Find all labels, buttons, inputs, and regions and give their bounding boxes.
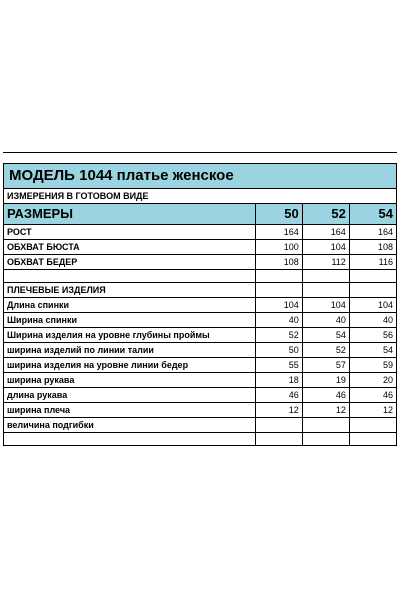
- row-value: 164: [255, 225, 302, 240]
- row-value: 57: [302, 358, 349, 373]
- row-value: 50: [255, 343, 302, 358]
- row-value: 116: [349, 255, 396, 270]
- row-value: 12: [349, 403, 396, 418]
- row-value: 19: [302, 373, 349, 388]
- table-row: [4, 358, 397, 373]
- table-row: [4, 298, 397, 313]
- row-label: ОБХВАТ БЮСТА: [4, 240, 256, 255]
- table-row: [4, 343, 397, 358]
- table-row: [4, 328, 397, 343]
- row-value: 46: [349, 388, 396, 403]
- spacer-row: [4, 433, 397, 446]
- subtitle-row: [4, 189, 397, 204]
- table-row: [4, 240, 397, 255]
- table-row: [4, 388, 397, 403]
- row-value: 54: [302, 328, 349, 343]
- size-54: 54: [349, 204, 396, 225]
- row-value: 108: [349, 240, 396, 255]
- table-row: [4, 403, 397, 418]
- row-label: ОБХВАТ БЕДЕР: [4, 255, 256, 270]
- row-value: 104: [302, 298, 349, 313]
- row-value: 56: [349, 328, 396, 343]
- row-label: ширина изделий по линии талии: [4, 343, 256, 358]
- row-value: 55: [255, 358, 302, 373]
- row-value: 108: [255, 255, 302, 270]
- empty-cell: [349, 433, 396, 446]
- empty-cell: [302, 433, 349, 446]
- row-label: Ширина спинки: [4, 313, 256, 328]
- row-label: Длина спинки: [4, 298, 256, 313]
- sizes-label: РАЗМЕРЫ: [4, 204, 256, 225]
- model-title: МОДЕЛЬ 1044 платье женское: [4, 164, 397, 189]
- table-row: [4, 225, 397, 240]
- title-row: [4, 164, 397, 189]
- row-value: 20: [349, 373, 396, 388]
- table-row: [4, 373, 397, 388]
- empty-cell: [255, 433, 302, 446]
- empty-cell: [302, 283, 349, 298]
- measurement-sheet: [3, 163, 397, 446]
- row-value: [255, 418, 302, 433]
- row-value: [302, 418, 349, 433]
- size-52: 52: [302, 204, 349, 225]
- empty-cell: [349, 283, 396, 298]
- row-label: ширина изделия на уровне линии бедер: [4, 358, 256, 373]
- row-value: 52: [302, 343, 349, 358]
- row-value: 40: [255, 313, 302, 328]
- table-row: [4, 255, 397, 270]
- row-value: 12: [255, 403, 302, 418]
- row-label: величина подгибки: [4, 418, 256, 433]
- empty-cell: [302, 270, 349, 283]
- empty-cell: [255, 270, 302, 283]
- row-value: [349, 418, 396, 433]
- size-50: 50: [255, 204, 302, 225]
- table-row: [4, 418, 397, 433]
- size-chart-table: [3, 163, 397, 446]
- row-label: Ширина изделия на уровне глубины проймы: [4, 328, 256, 343]
- row-value: 164: [349, 225, 396, 240]
- row-value: 54: [349, 343, 396, 358]
- row-value: 52: [255, 328, 302, 343]
- row-value: 18: [255, 373, 302, 388]
- row-value: 40: [302, 313, 349, 328]
- row-label: ширина плеча: [4, 403, 256, 418]
- row-value: 46: [255, 388, 302, 403]
- table-row: [4, 313, 397, 328]
- row-value: 104: [349, 298, 396, 313]
- row-value: 164: [302, 225, 349, 240]
- spacer-row: [4, 270, 397, 283]
- row-value: 112: [302, 255, 349, 270]
- empty-cell: [4, 433, 256, 446]
- row-value: 12: [302, 403, 349, 418]
- row-value: 59: [349, 358, 396, 373]
- row-label: длина рукава: [4, 388, 256, 403]
- row-value: 104: [302, 240, 349, 255]
- section-header-row: [4, 283, 397, 298]
- row-value: 100: [255, 240, 302, 255]
- section-title: ПЛЕЧЕВЫЕ ИЗДЕЛИЯ: [4, 283, 256, 298]
- row-label: ширина рукава: [4, 373, 256, 388]
- measurements-subtitle: ИЗМЕРЕНИЯ В ГОТОВОМ ВИДЕ: [4, 189, 397, 204]
- row-label: РОСТ: [4, 225, 256, 240]
- sizes-header-row: [4, 204, 397, 225]
- row-value: 104: [255, 298, 302, 313]
- row-value: 40: [349, 313, 396, 328]
- empty-cell: [4, 270, 256, 283]
- empty-cell: [255, 283, 302, 298]
- row-value: 46: [302, 388, 349, 403]
- empty-cell: [349, 270, 396, 283]
